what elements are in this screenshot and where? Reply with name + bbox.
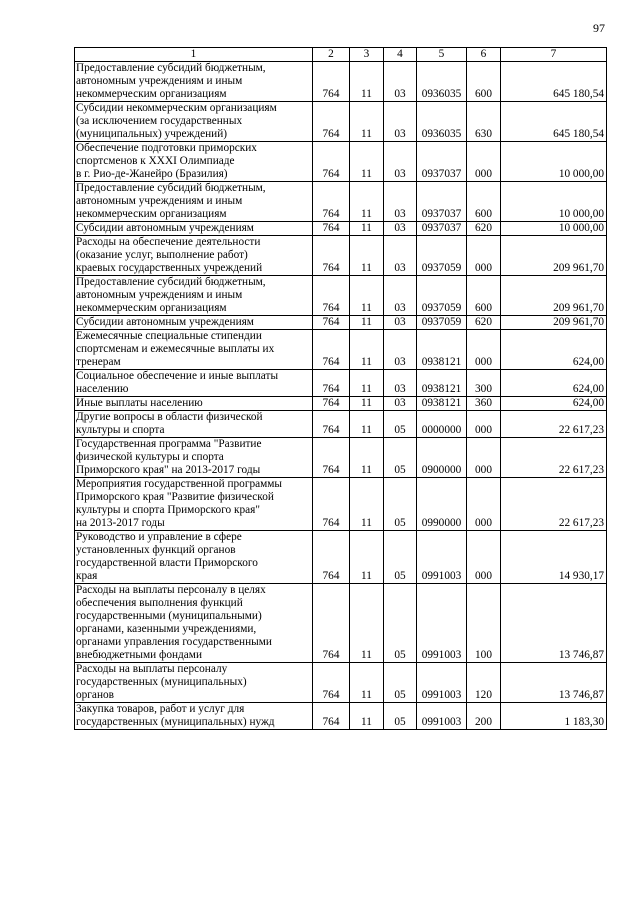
- subsection-code: 05: [384, 703, 417, 730]
- target-article-code: 0938121: [417, 370, 467, 397]
- section-code: 11: [350, 236, 384, 276]
- expense-type-code: 100: [467, 584, 501, 663]
- expense-type-code: 360: [467, 397, 501, 411]
- item-name: Расходы на обеспечение деятельности (оказание услуг, выполнение работ) краевых государственных учреждений: [75, 236, 313, 276]
- section-code: 11: [350, 142, 384, 182]
- table-row: [75, 584, 607, 663]
- table-row: [75, 236, 607, 276]
- target-article-code: 0936035: [417, 102, 467, 142]
- ministry-code: 764: [313, 222, 350, 236]
- item-name: Расходы на выплаты персоналу в целях обеспечения выполнения функций государственными (муниципальными) органами, казенными учреждениями, органами управления государственными внебюджетными фондами: [75, 584, 313, 663]
- amount: 209 961,70: [501, 276, 607, 316]
- table-row: [75, 276, 607, 316]
- subsection-code: 03: [384, 397, 417, 411]
- item-name: Субсидии автономным учреждениям: [75, 222, 313, 236]
- subsection-code: 05: [384, 438, 417, 478]
- item-name: Государственная программа "Развитие физической культуры и спорта Приморского края" на 2013-2017 годы: [75, 438, 313, 478]
- item-name: Предоставление субсидий бюджетным, автономным учреждениям и иным некоммерческим организациям: [75, 62, 313, 102]
- target-article-code: 0990000: [417, 478, 467, 531]
- amount: 645 180,54: [501, 62, 607, 102]
- ministry-code: 764: [313, 531, 350, 584]
- expense-type-code: 300: [467, 370, 501, 397]
- expense-type-code: 000: [467, 531, 501, 584]
- section-code: 11: [350, 370, 384, 397]
- expense-type-code: 630: [467, 102, 501, 142]
- page-number: 97: [593, 21, 605, 35]
- item-name: Мероприятия государственной программы Приморского края "Развитие физической культуры и спорта Приморского края" на 2013-2017 годы: [75, 478, 313, 531]
- section-code: 11: [350, 584, 384, 663]
- subsection-code: 05: [384, 584, 417, 663]
- table-row: [75, 316, 607, 330]
- table-row: [75, 222, 607, 236]
- table-row: [75, 663, 607, 703]
- table-row: [75, 703, 607, 730]
- subsection-code: 03: [384, 182, 417, 222]
- ministry-code: 764: [313, 102, 350, 142]
- amount: 10 000,00: [501, 222, 607, 236]
- ministry-code: 764: [313, 438, 350, 478]
- table-row: [75, 478, 607, 531]
- subsection-code: 03: [384, 276, 417, 316]
- target-article-code: 0937037: [417, 142, 467, 182]
- ministry-code: 764: [313, 584, 350, 663]
- table-row: [75, 438, 607, 478]
- target-article-code: 0991003: [417, 663, 467, 703]
- section-code: 11: [350, 276, 384, 316]
- amount: 645 180,54: [501, 102, 607, 142]
- section-code: 11: [350, 531, 384, 584]
- amount: 13 746,87: [501, 663, 607, 703]
- amount: 22 617,23: [501, 411, 607, 438]
- expense-type-code: 000: [467, 478, 501, 531]
- amount: 209 961,70: [501, 236, 607, 276]
- target-article-code: 0000000: [417, 411, 467, 438]
- ministry-code: 764: [313, 182, 350, 222]
- ministry-code: 764: [313, 478, 350, 531]
- target-article-code: 0938121: [417, 330, 467, 370]
- section-code: 11: [350, 222, 384, 236]
- ministry-code: 764: [313, 236, 350, 276]
- ministry-code: 764: [313, 703, 350, 730]
- amount: 209 961,70: [501, 316, 607, 330]
- subsection-code: 03: [384, 370, 417, 397]
- target-article-code: 0938121: [417, 397, 467, 411]
- item-name: Другие вопросы в области физической культуры и спорта: [75, 411, 313, 438]
- subsection-code: 03: [384, 102, 417, 142]
- section-code: 11: [350, 703, 384, 730]
- target-article-code: 0900000: [417, 438, 467, 478]
- expense-type-code: 000: [467, 330, 501, 370]
- amount: 624,00: [501, 370, 607, 397]
- ministry-code: 764: [313, 62, 350, 102]
- table-row: [75, 62, 607, 102]
- amount: 10 000,00: [501, 142, 607, 182]
- ministry-code: 764: [313, 397, 350, 411]
- amount: 624,00: [501, 397, 607, 411]
- expense-type-code: 000: [467, 236, 501, 276]
- target-article-code: 0991003: [417, 531, 467, 584]
- table-row: [75, 102, 607, 142]
- column-number: 6: [467, 48, 501, 62]
- amount: 14 930,17: [501, 531, 607, 584]
- ministry-code: 764: [313, 411, 350, 438]
- subsection-code: 03: [384, 316, 417, 330]
- ministry-code: 764: [313, 276, 350, 316]
- table-row: [75, 411, 607, 438]
- target-article-code: 0937059: [417, 236, 467, 276]
- subsection-code: 03: [384, 222, 417, 236]
- column-number: 1: [75, 48, 313, 62]
- ministry-code: 764: [313, 370, 350, 397]
- table-row: [75, 142, 607, 182]
- amount: 10 000,00: [501, 182, 607, 222]
- amount: 1 183,30: [501, 703, 607, 730]
- subsection-code: 03: [384, 62, 417, 102]
- subsection-code: 03: [384, 330, 417, 370]
- target-article-code: 0991003: [417, 703, 467, 730]
- column-number: 3: [350, 48, 384, 62]
- item-name: Обеспечение подготовки приморских спортсменов к XXXI Олимпиаде в г. Рио-де-Жанейро (Бразилия): [75, 142, 313, 182]
- ministry-code: 764: [313, 330, 350, 370]
- subsection-code: 05: [384, 411, 417, 438]
- expense-type-code: 620: [467, 316, 501, 330]
- budget-table: [74, 47, 607, 730]
- subsection-code: 03: [384, 236, 417, 276]
- section-code: 11: [350, 102, 384, 142]
- item-name: Предоставление субсидий бюджетным, автономным учреждениям и иным некоммерческим организациям: [75, 276, 313, 316]
- section-code: 11: [350, 330, 384, 370]
- target-article-code: 0937037: [417, 222, 467, 236]
- item-name: Руководство и управление в сфере установленных функций органов государственной власти Приморского края: [75, 531, 313, 584]
- subsection-code: 05: [384, 663, 417, 703]
- item-name: Закупка товаров, работ и услуг для государственных (муниципальных) нужд: [75, 703, 313, 730]
- amount: 624,00: [501, 330, 607, 370]
- expense-type-code: 000: [467, 142, 501, 182]
- item-name: Социальное обеспечение и иные выплаты населению: [75, 370, 313, 397]
- table-row: [75, 397, 607, 411]
- section-code: 11: [350, 478, 384, 531]
- amount: 22 617,23: [501, 478, 607, 531]
- section-code: 11: [350, 411, 384, 438]
- subsection-code: 03: [384, 142, 417, 182]
- column-number: 4: [384, 48, 417, 62]
- expense-type-code: 000: [467, 438, 501, 478]
- item-name: Субсидии некоммерческим организациям (за исключением государственных (муниципальных) учреждений): [75, 102, 313, 142]
- amount: 22 617,23: [501, 438, 607, 478]
- expense-type-code: 000: [467, 411, 501, 438]
- ministry-code: 764: [313, 142, 350, 182]
- expense-type-code: 600: [467, 62, 501, 102]
- target-article-code: 0937059: [417, 276, 467, 316]
- target-article-code: 0937037: [417, 182, 467, 222]
- target-article-code: 0937059: [417, 316, 467, 330]
- column-number: 7: [501, 48, 607, 62]
- expense-type-code: 120: [467, 663, 501, 703]
- section-code: 11: [350, 397, 384, 411]
- section-code: 11: [350, 182, 384, 222]
- target-article-code: 0936035: [417, 62, 467, 102]
- item-name: Расходы на выплаты персоналу государственных (муниципальных) органов: [75, 663, 313, 703]
- expense-type-code: 600: [467, 182, 501, 222]
- table-row: [75, 531, 607, 584]
- section-code: 11: [350, 62, 384, 102]
- section-code: 11: [350, 663, 384, 703]
- table-row: [75, 330, 607, 370]
- ministry-code: 764: [313, 316, 350, 330]
- expense-type-code: 200: [467, 703, 501, 730]
- table-row: [75, 370, 607, 397]
- item-name: Иные выплаты населению: [75, 397, 313, 411]
- item-name: Предоставление субсидий бюджетным, автономным учреждениям и иным некоммерческим организациям: [75, 182, 313, 222]
- column-number-row: [75, 48, 607, 62]
- expense-type-code: 620: [467, 222, 501, 236]
- table-row: [75, 182, 607, 222]
- subsection-code: 05: [384, 531, 417, 584]
- amount: 13 746,87: [501, 584, 607, 663]
- section-code: 11: [350, 316, 384, 330]
- section-code: 11: [350, 438, 384, 478]
- item-name: Субсидии автономным учреждениям: [75, 316, 313, 330]
- column-number: 2: [313, 48, 350, 62]
- subsection-code: 05: [384, 478, 417, 531]
- expense-type-code: 600: [467, 276, 501, 316]
- item-name: Ежемесячные специальные стипендии спортсменам и ежемесячные выплаты их тренерам: [75, 330, 313, 370]
- ministry-code: 764: [313, 663, 350, 703]
- target-article-code: 0991003: [417, 584, 467, 663]
- column-number: 5: [417, 48, 467, 62]
